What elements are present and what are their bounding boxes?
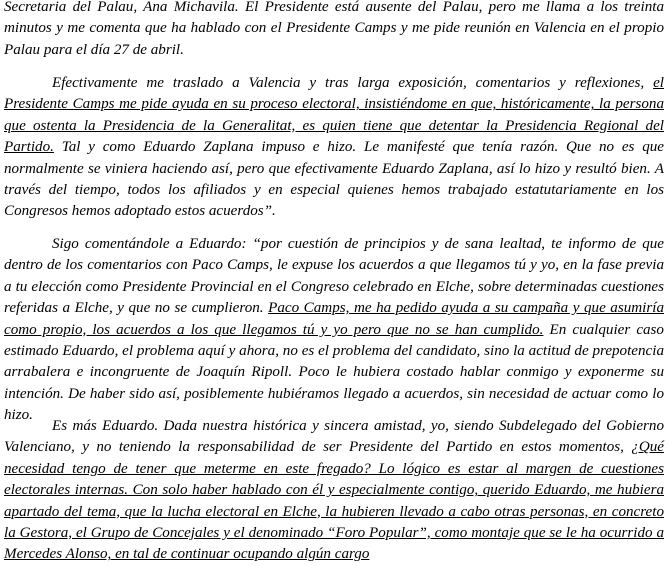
- paragraph-2-underlined-text: el Presidente Camps me pide ayuda en su proceso electoral, insistiéndome en que, históricamente, la persona que ostenta la Presidencia de la Generalitat, es quien tiene que detentar la Presidencia Regional del Partido.: [4, 75, 664, 156]
- paragraph-3-underlined-text: Paco Camps, me ha pedido ayuda a su campaña y que asumiría como propio, los acuerdos a los que llegamos tú y yo pero que no se han cumplido.: [4, 300, 664, 338]
- paragraph-4: [4, 416, 664, 566]
- paragraph-2: [4, 73, 664, 223]
- paragraph-2-text: Efectivamente me traslado a Valencia y tras larga exposición, comentarios y reflexiones,: [52, 75, 654, 91]
- paragraph-1: [4, 0, 664, 61]
- paragraph-1-text: Secretaria del Palau, Ana Michavila. El Presidente está ausente del Palau, pero me llama a los treinta minutos y me comenta que ha hablado con el Presidente Camps y me pide reunión en Valencia en el propio Palau para el día 27 de abril.: [4, 0, 664, 58]
- paragraph-3-text: Sigo comentándole a Eduardo: “por cuestión de principios y de sana lealtad, te informo de que dentro de los comentarios con Paco Camps, le expuse los acuerdos a que llegamos tú y yo, en la fase previa a tu elección como Presidente Provincial en el Congreso celebrado en Elche, sobre determinadas cuestiones referidas a Elche, y que no se cumplieron.: [4, 236, 664, 317]
- paragraph-3: [4, 234, 664, 427]
- paragraph-4-text: Es más Eduardo. Dada nuestra histórica y sincera amistad, yo, siendo Subdelegado del Gobierno Valenciano, y no teniendo la responsabilidad de ser Presidente del Partido en estos momentos,: [4, 418, 664, 456]
- paragraph-2-text-cont: Tal y como Eduardo Zaplana impuso e hizo. Le manifesté que tenía razón. Que no es que normalmente se viniera haciendo así, pero que efectivamente Eduardo Zaplana, así lo hizo y resultó bien. A través del tiempo, todos los afiliados y en especial quienes hemos trabajado estatutariamente en los Congresos hemos adoptado estos acuerdos”.: [4, 139, 664, 220]
- paragraph-4-underlined-text: ¿Qué necesidad tengo de tener que meterme en este fregado? Lo lógico es estar al margen de cuestiones electorales internas. Con solo haber hablado con él y especialmente contigo, querido Eduardo, me hubiera apartado del tema, que la lucha electoral en Elche, la hubieren llevado a cabo otras personas, en concreto la Gestora, el Grupo de Concejales y el denominado “Foro Popular”, como montaje que se le ha ocurrido a Mercedes Alonso, en tal de continuar ocupando algún cargo: [4, 439, 664, 563]
- paragraph-3-text-cont: En cualquier caso estimado Eduardo, el problema aquí y ahora, no es el problema del candidato, sino la actitud de prepotencia arrabalera e incongruente de Joaquín Ripoll. Poco le hubiera costado hablar conmigo y exponerme su intención. De haber sido así, posiblemente hubiéramos llegado a acuerdos, sin necesidad de actuar como lo hizo.: [4, 321, 664, 424]
